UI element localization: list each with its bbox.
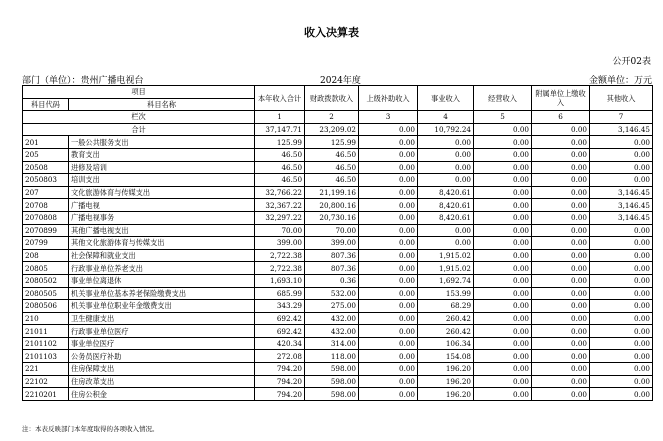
amount-cell: 0.00 [474,211,532,224]
amount-cell: 0.00 [532,237,590,250]
subject-name: 广播电视事务 [69,211,255,224]
amount-cell: 0.00 [418,136,474,149]
amount-cell: 598.00 [305,375,359,388]
table-row [23,388,653,401]
table-row [23,325,653,338]
amount-cell: 196.20 [418,375,474,388]
total-cell: 37,147.71 [255,123,305,136]
amount-cell: 692.42 [255,325,305,338]
table-row [23,174,653,187]
amount-cell: 153.99 [418,287,474,300]
header-code: 科目代码 [23,98,69,111]
amount-cell: 0.00 [532,262,590,275]
subject-code: 2070899 [23,224,69,237]
amount-cell: 432.00 [305,312,359,325]
amount-cell: 0.00 [590,363,653,376]
subject-name: 住房公积金 [69,388,255,401]
table-row [23,363,653,376]
amount-cell: 46.50 [255,174,305,187]
amount-cell: 0.00 [532,287,590,300]
amount-cell: 0.00 [359,350,418,363]
table-row [23,199,653,212]
amount-cell: 0.00 [590,388,653,401]
subject-code: 20799 [23,237,69,250]
header-col-7: 其他收入 [590,86,653,111]
subject-name: 事业单位医疗 [69,337,255,350]
amount-cell: 0.00 [532,199,590,212]
table-row [23,375,653,388]
subject-name: 进修及培训 [69,161,255,174]
amount-cell: 432.00 [305,325,359,338]
header-name: 科目名称 [69,98,255,111]
footnote: 注：本表反映部门本年度取得的各项收入情况。 [22,425,159,433]
amount-cell: 106.34 [418,337,474,350]
amount-cell: 0.00 [474,325,532,338]
amount-cell: 118.00 [305,350,359,363]
amount-cell: 3,146.45 [590,186,653,199]
amount-cell: 0.00 [474,224,532,237]
subject-name: 其他文化旅游体育与传媒支出 [69,237,255,250]
amount-cell: 0.00 [590,224,653,237]
amount-cell: 598.00 [305,388,359,401]
amount-cell: 8,420.61 [418,211,474,224]
amount-cell: 154.08 [418,350,474,363]
amount-cell: 343.29 [255,300,305,313]
table-row [23,312,653,325]
amount-cell: 0.00 [359,224,418,237]
amount-cell: 2,722.38 [255,249,305,262]
amount-cell: 0.00 [590,161,653,174]
amount-cell: 0.00 [590,325,653,338]
report-meta [22,73,652,85]
header-project: 项目 [23,86,255,99]
amount-cell: 0.00 [590,350,653,363]
table-row [23,287,653,300]
subject-code: 21011 [23,325,69,338]
subject-code: 2210201 [23,388,69,401]
amount-cell: 0.00 [474,388,532,401]
subject-code: 208 [23,249,69,262]
total-cell: 23,209.02 [305,123,359,136]
subject-code: 20708 [23,199,69,212]
amount-cell: 1,915.02 [418,262,474,275]
amount-cell: 0.00 [590,174,653,187]
amount-cell: 125.99 [255,136,305,149]
table-row [23,224,653,237]
subject-name: 住房改革支出 [69,375,255,388]
amount-cell: 70.00 [255,224,305,237]
amount-cell: 0.00 [359,186,418,199]
amount-cell: 0.00 [532,161,590,174]
amount-cell: 692.42 [255,312,305,325]
subject-name: 卫生健康支出 [69,312,255,325]
table-row [23,136,653,149]
header-col-6: 附属单位上缴收入 [532,86,590,111]
amount-cell: 0.00 [418,237,474,250]
amount-cell: 0.00 [532,174,590,187]
amount-cell: 0.00 [474,136,532,149]
amount-cell: 0.00 [532,388,590,401]
amount-cell: 0.00 [474,300,532,313]
amount-cell: 0.00 [590,375,653,388]
subject-name: 住房保障支出 [69,363,255,376]
amount-cell: 0.00 [359,148,418,161]
amount-cell: 0.00 [359,199,418,212]
subject-code: 22102 [23,375,69,388]
amount-cell: 275.00 [305,300,359,313]
column-number: 1 [255,111,305,124]
amount-cell: 0.00 [590,249,653,262]
amount-cell: 0.00 [359,237,418,250]
amount-cell: 532.00 [305,287,359,300]
amount-cell: 46.50 [255,161,305,174]
subject-code: 2070808 [23,211,69,224]
amount-cell: 0.00 [359,262,418,275]
unit-label: 金额单位：万元 [588,76,652,86]
amount-cell: 46.50 [305,148,359,161]
amount-cell: 260.42 [418,325,474,338]
subject-name: 培训支出 [69,174,255,187]
table-row [23,337,653,350]
amount-cell: 0.00 [590,274,653,287]
amount-cell: 0.00 [359,274,418,287]
amount-cell: 0.00 [474,350,532,363]
amount-cell: 46.50 [255,148,305,161]
subject-code: 207 [23,186,69,199]
amount-cell: 0.00 [359,312,418,325]
amount-cell: 0.00 [359,174,418,187]
amount-cell: 0.00 [532,350,590,363]
amount-cell: 20,800.16 [305,199,359,212]
amount-cell: 0.00 [474,199,532,212]
amount-cell: 46.50 [305,161,359,174]
amount-cell: 21,199.16 [305,186,359,199]
amount-cell: 0.00 [474,237,532,250]
header-column-label: 栏次 [23,111,255,124]
amount-cell: 0.00 [590,262,653,275]
amount-cell: 0.00 [418,224,474,237]
amount-cell: 314.00 [305,337,359,350]
amount-cell: 0.00 [359,300,418,313]
amount-cell: 0.00 [590,300,653,313]
table-row [23,161,653,174]
subject-name: 行政事业单位医疗 [69,325,255,338]
subject-name: 机关事业单位职业年金缴费支出 [69,300,255,313]
year-label: 2024年度 [320,76,361,86]
amount-cell: 0.00 [532,375,590,388]
form-code: 公开02表 [612,57,651,67]
amount-cell: 0.00 [359,337,418,350]
subject-name: 文化旅游体育与传媒支出 [69,186,255,199]
amount-cell: 0.00 [359,375,418,388]
amount-cell: 260.42 [418,312,474,325]
total-cell: 10,792.24 [418,123,474,136]
total-cell: 0.00 [474,123,532,136]
amount-cell: 0.00 [532,300,590,313]
subject-name: 广播电视 [69,199,255,212]
amount-cell: 0.00 [359,211,418,224]
amount-cell: 0.36 [305,274,359,287]
header-col-2: 财政拨款收入 [305,86,359,111]
column-number: 2 [305,111,359,124]
amount-cell: 399.00 [305,237,359,250]
amount-cell: 32,367.22 [255,199,305,212]
amount-cell: 0.00 [590,287,653,300]
amount-cell: 0.00 [359,325,418,338]
amount-cell: 2,722.38 [255,262,305,275]
subject-code: 2080502 [23,274,69,287]
subject-code: 2080506 [23,300,69,313]
total-cell: 0.00 [532,123,590,136]
amount-cell: 0.00 [532,211,590,224]
amount-cell: 0.00 [359,249,418,262]
amount-cell: 0.00 [359,388,418,401]
amount-cell: 196.20 [418,363,474,376]
amount-cell: 1,915.02 [418,249,474,262]
amount-cell: 1,693.10 [255,274,305,287]
amount-cell: 8,420.61 [418,186,474,199]
amount-cell: 196.20 [418,388,474,401]
amount-cell: 0.00 [474,186,532,199]
amount-cell: 685.99 [255,287,305,300]
amount-cell: 46.50 [305,174,359,187]
amount-cell: 0.00 [474,363,532,376]
amount-cell: 0.00 [590,136,653,149]
amount-cell: 0.00 [590,237,653,250]
amount-cell: 3,146.45 [590,199,653,212]
amount-cell: 0.00 [418,174,474,187]
subject-name: 事业单位离退休 [69,274,255,287]
amount-cell: 0.00 [474,274,532,287]
table-row [23,274,653,287]
subject-code: 2101102 [23,337,69,350]
amount-cell: 0.00 [418,161,474,174]
amount-cell: 807.36 [305,262,359,275]
subject-name: 其他广播电视支出 [69,224,255,237]
amount-cell: 0.00 [532,186,590,199]
amount-cell: 0.00 [474,148,532,161]
table-row [23,300,653,313]
subject-code: 2101103 [23,350,69,363]
amount-cell: 0.00 [474,312,532,325]
amount-cell: 794.20 [255,363,305,376]
table-row [23,249,653,262]
amount-cell: 0.00 [532,337,590,350]
amount-cell: 794.20 [255,388,305,401]
amount-cell: 70.00 [305,224,359,237]
amount-cell: 0.00 [474,375,532,388]
table-row [23,211,653,224]
amount-cell: 68.29 [418,300,474,313]
amount-cell: 0.00 [532,249,590,262]
table-row [23,350,653,363]
amount-cell: 1,692.74 [418,274,474,287]
amount-cell: 32,766.22 [255,186,305,199]
subject-name: 教育支出 [69,148,255,161]
subject-code: 2080505 [23,287,69,300]
amount-cell: 0.00 [590,148,653,161]
page-title: 收入决算表 [304,26,359,39]
amount-cell: 125.99 [305,136,359,149]
amount-cell: 0.00 [359,161,418,174]
amount-cell: 0.00 [359,136,418,149]
amount-cell: 32,297.22 [255,211,305,224]
total-cell: 0.00 [359,123,418,136]
amount-cell: 8,420.61 [418,199,474,212]
amount-cell: 0.00 [532,136,590,149]
column-number: 7 [590,111,653,124]
amount-cell: 807.36 [305,249,359,262]
header-col-3: 上级补助收入 [359,86,418,111]
amount-cell: 272.08 [255,350,305,363]
subject-name: 一般公共服务支出 [69,136,255,149]
amount-cell: 399.00 [255,237,305,250]
amount-cell: 20,730.16 [305,211,359,224]
income-table [22,85,653,401]
subject-name: 机关事业单位基本养老保险缴费支出 [69,287,255,300]
total-label: 合计 [23,123,255,136]
amount-cell: 0.00 [359,363,418,376]
amount-cell: 794.20 [255,375,305,388]
amount-cell: 0.00 [532,325,590,338]
amount-cell: 0.00 [474,174,532,187]
amount-cell: 0.00 [474,287,532,300]
column-number: 5 [474,111,532,124]
column-number: 4 [418,111,474,124]
subject-code: 20508 [23,161,69,174]
amount-cell: 0.00 [474,262,532,275]
table-row [23,186,653,199]
subject-code: 20805 [23,262,69,275]
header-col-5: 经营收入 [474,86,532,111]
total-cell: 3,146.45 [590,123,653,136]
subject-name: 行政事业单位养老支出 [69,262,255,275]
amount-cell: 598.00 [305,363,359,376]
table-row [23,237,653,250]
amount-cell: 3,146.45 [590,211,653,224]
subject-code: 201 [23,136,69,149]
column-number: 3 [359,111,418,124]
amount-cell: 0.00 [532,274,590,287]
table-row [23,262,653,275]
amount-cell: 0.00 [474,249,532,262]
amount-cell: 0.00 [418,148,474,161]
amount-cell: 0.00 [532,148,590,161]
subject-code: 205 [23,148,69,161]
amount-cell: 0.00 [532,363,590,376]
header-col-1: 本年收入合计 [255,86,305,111]
amount-cell: 0.00 [359,287,418,300]
total-row [23,123,653,136]
amount-cell: 0.00 [532,312,590,325]
amount-cell: 0.00 [590,312,653,325]
subject-name: 社会保障和就业支出 [69,249,255,262]
amount-cell: 420.34 [255,337,305,350]
department-label: 部门（单位）：贵州广播电视台 [22,76,144,86]
column-number: 6 [532,111,590,124]
amount-cell: 0.00 [474,337,532,350]
header-col-4: 事业收入 [418,86,474,111]
subject-code: 2050803 [23,174,69,187]
amount-cell: 0.00 [474,161,532,174]
amount-cell: 0.00 [532,224,590,237]
subject-code: 221 [23,363,69,376]
table-row [23,148,653,161]
amount-cell: 0.00 [590,337,653,350]
subject-name: 公务员医疗补助 [69,350,255,363]
subject-code: 210 [23,312,69,325]
